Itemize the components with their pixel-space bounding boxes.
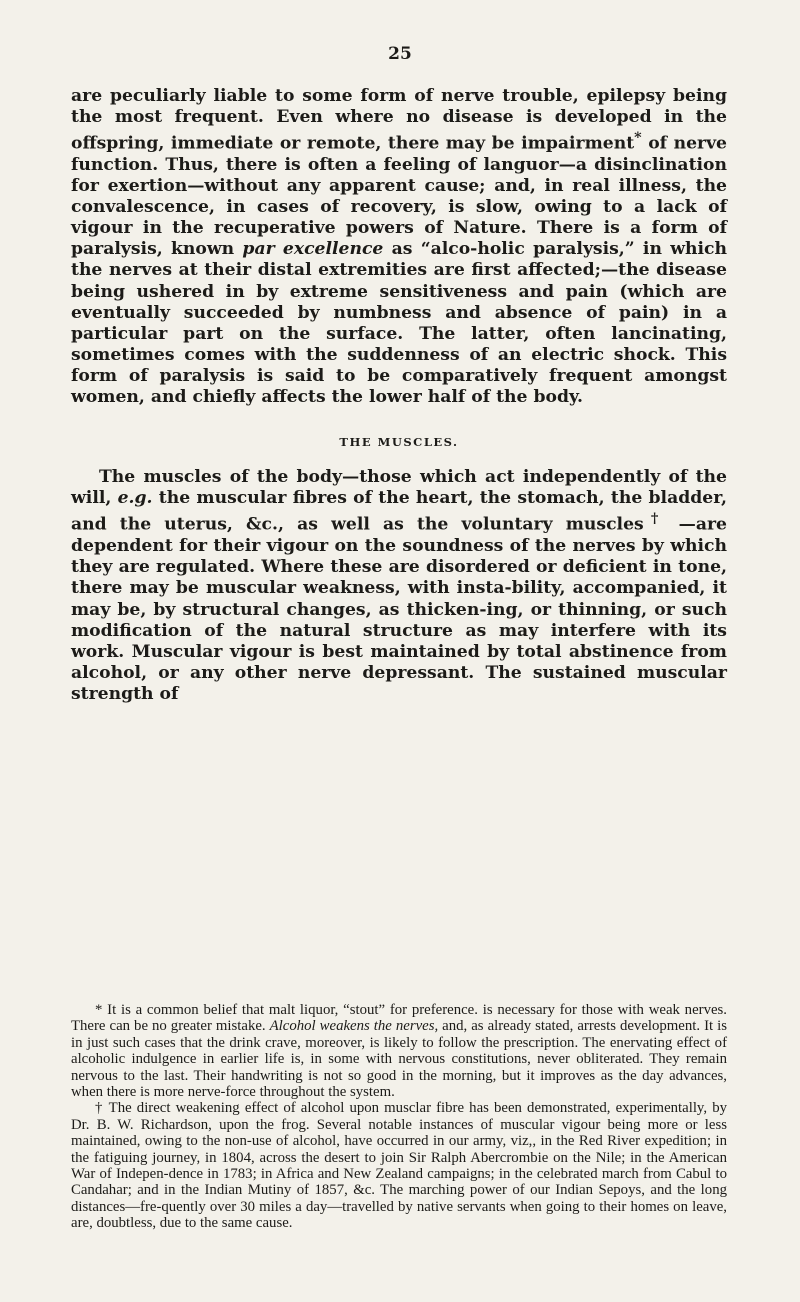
paragraph-text: as “alco-holic paralysis,” in which the nerves at their distal extremities are first affected;—the disease being ushered in by extreme sensitiveness and pain (which are eventually succeeded by numbness and absence of pain) in a particular part on the surface. The latter, often lancinating, sometimes comes with the suddenness of an electric shock. This form of paralysis is said to be comparatively frequent amongst women, and chiefly affects the lower half of the body. [71,239,728,408]
section-heading: THE MUSCLES. [339,435,459,450]
footnote-mark: † [95,1100,104,1117]
paragraph-text: the muscular fibres of the heart, the stomach, the bladder, and the uterus, &c., as well as the voluntary muscles [71,488,727,536]
paragraph-text: —are dependent for their vigour on the soundness of the nerves by which they are regulated. Where these are disordered or deficient in tone, there may be muscular weakness, with insta-bility, accompanied, it may be, by structural changes, as thicken-ing, or thinning, or such modification of the natural structure as may interfere with its work. Muscular vigour is best maintained by total abstinence from alcohol, or any other nerve depressant. The sustained muscular strength of [71,515,727,704]
paragraph-muscles [71,467,727,705]
paragraph-text: of nerve function. Thus, there is often a feeling of languor—a disinclination for exertion—without any apparent cause; and, in real illness, the convalescence, in cases of recovery, is slow, owing to a lack of vigour in the recuperative powers of Nature. There is a form of paralysis, known [71,133,727,260]
italic-phrase: par excellence [242,239,384,260]
page-number: 25 [388,44,412,64]
footnote-mark: * [95,1002,103,1018]
paragraph-nerve-trouble [71,86,727,408]
footnotes [71,1002,727,1232]
footnote-text: and, as already stated, arrests development. It is in just such cases that the drink crave, moreover, is likely to follow the prescription. The enervating effect of alcoholic indulgence in earlier life is, in some with nervous constitutions, never obliterated. They remain nervous to the last. Their handwriting is not so good in the morning, but it improves as the day advances, when there is more nerve-force throughout the system. [71,1018,727,1101]
paragraph-text: are peculiarly liable to some form of nerve trouble, epilepsy being the most frequent. Even where no disease is developed in the offspring, immediate or remote, there may be impairment [71,86,727,154]
footnote-star [71,1002,727,1100]
italic-abbreviation: e.g. [117,488,153,509]
footnote-dagger [71,1100,727,1231]
footnote-text: The direct weakening effect of alcohol upon musclar fibre has been demonstrated, experimentally, by Dr. B. W. Richardson, upon the frog. Several notable instances of muscular vigour being more or less maintained, owing to the non-use of alcohol, have occurred in our army, viz,, in the Red River expedition; in the fatiguing journey, in 1804, across the desert to join Sir Ralph Abercrombie on the Nile; in the American War of Indepen-dence in 1783; in Africa and New Zealand campaigns; in the celebrated march from Cabul to Candahar; and in the Indian Mutiny of 1857, &c. The marching power of our Indian Sepoys, and the long distances—fre-quently over 30 miles a day—travelled by native servants when going to their homes on leave, are, doubtless, due to the same cause. [71,1100,727,1232]
footnote-text: It is a common belief that malt liquor, “stout” for preference. is necessary for those with weak nerves. There can be no greater mistake. [71,1002,727,1035]
footnote-ref-star: * [634,130,642,147]
footnote-ref-dagger: † [643,511,666,528]
main-text [71,86,727,705]
footnote-italic: Alcohol weakens the nerves, [269,1018,439,1035]
paragraph-text: The muscles of the body—those which act independently of the will, [71,467,727,509]
